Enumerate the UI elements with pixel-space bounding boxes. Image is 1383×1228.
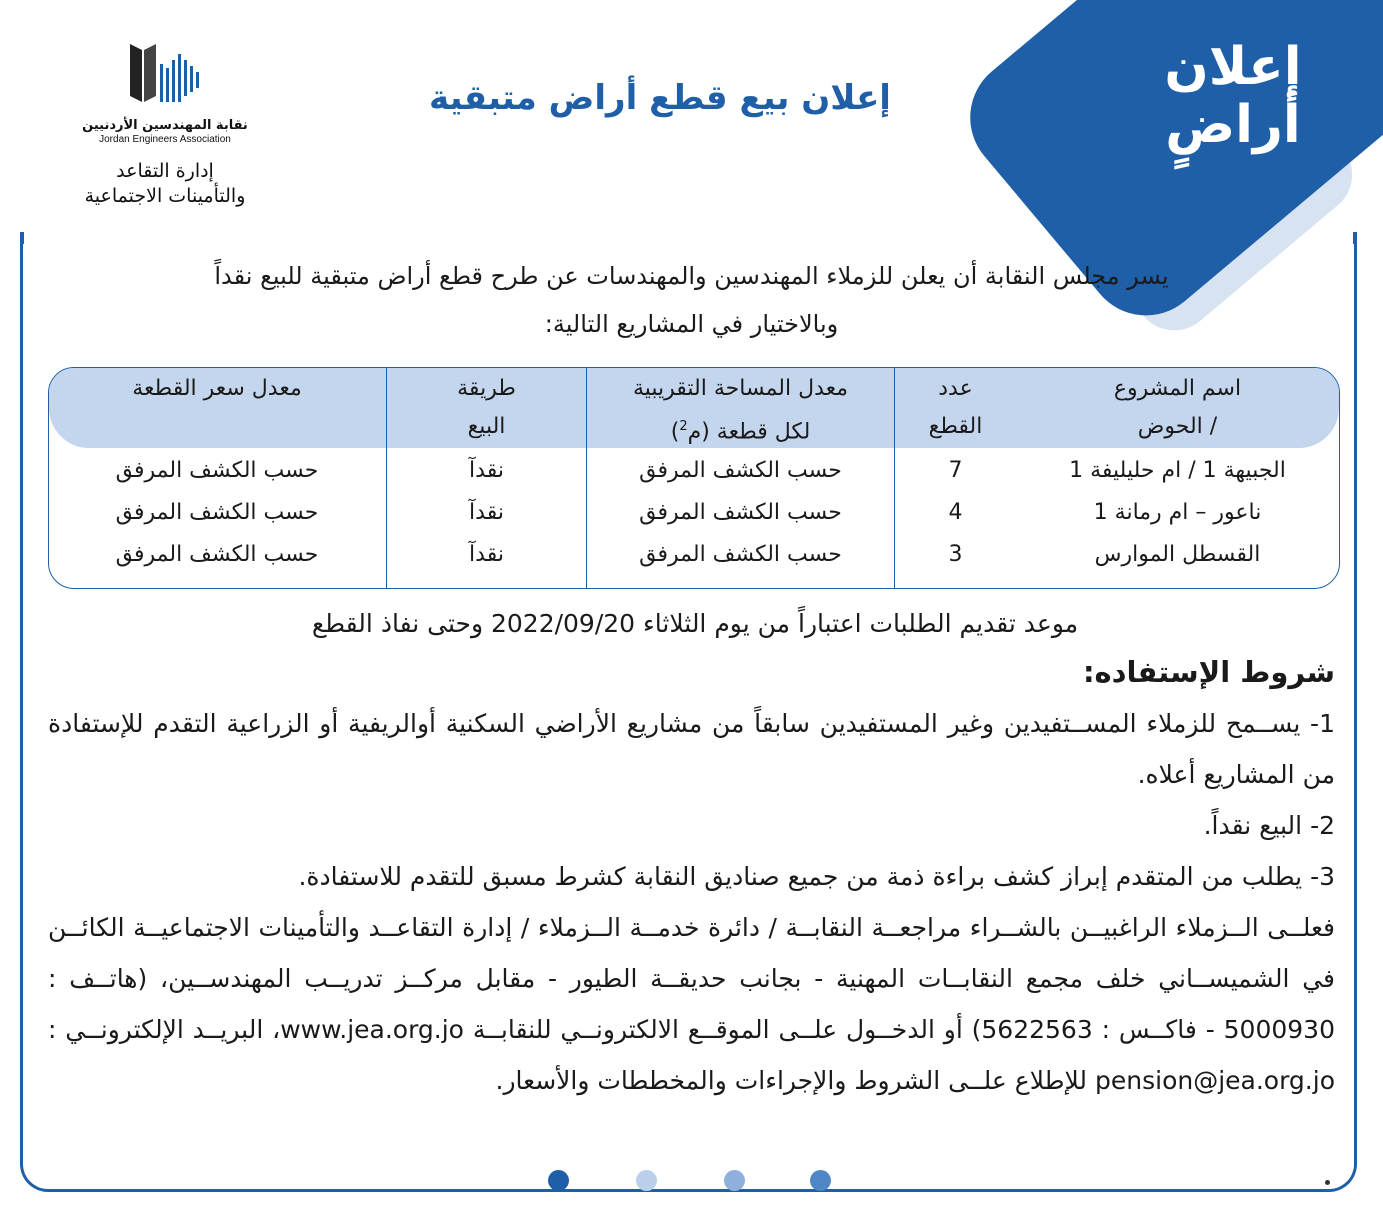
table-cell: حسب الكشف المرفق <box>115 458 319 483</box>
decorative-dots <box>548 1170 838 1192</box>
frame-corner-right <box>1353 232 1357 244</box>
header-area-line2 <box>587 408 894 451</box>
table-cell: الجبيهة 1 / ام حليليفة 1 <box>1069 458 1286 483</box>
header-project <box>1016 370 1339 446</box>
dot-icon <box>548 1170 569 1191</box>
header-area-close: ) <box>670 419 680 445</box>
header-method <box>387 370 586 446</box>
column-count <box>894 368 1016 588</box>
terms-title: شروط الإستفاده: <box>1082 655 1335 689</box>
table-cell: نقدآ <box>469 542 504 567</box>
header-area <box>587 370 894 451</box>
column-project <box>1016 368 1339 588</box>
department-line1: إدارة التقاعد <box>116 160 214 182</box>
header-method-line2: البيع <box>467 414 506 439</box>
intro-line2: وبالاختيار في المشاريع التالية: <box>544 310 839 338</box>
header-count-line1: عدد <box>938 376 973 401</box>
table-cell: نقدآ <box>469 500 504 525</box>
column-method <box>386 368 586 588</box>
association-logo-icon <box>120 40 210 112</box>
badge <box>1123 38 1343 154</box>
dot-icon <box>636 1170 657 1191</box>
header-project-line2: / الحوض <box>1137 414 1218 439</box>
department-name <box>60 159 270 209</box>
table-cell: حسب الكشف المرفق <box>639 542 842 567</box>
table-cell: 7 <box>948 458 963 483</box>
logo-name-ar: نقابة المهندسين الأردنيين <box>82 118 248 133</box>
table-cell: 3 <box>948 542 963 567</box>
badge-line2: أراضٍ <box>1165 95 1301 155</box>
term-item-1: 1- يســمح للزملاء المســتفيدين وغير المستفيدين سابقاً من مشاريع الأراضي السكنية أوالريفية أو الزراعية التقدم للإستفادة من المشاريع أعلاه. <box>48 709 1335 789</box>
table-cell: حسب الكشف المرفق <box>639 458 842 483</box>
header-area-unit-text: لكل قطعة (م <box>687 419 811 445</box>
table-cell: نقدآ <box>469 458 504 483</box>
dot-icon <box>724 1170 745 1191</box>
header-area-line1: معدل المساحة التقريبية <box>632 376 849 401</box>
table-cell: القسطل الموارس <box>1094 542 1261 567</box>
table-cell: حسب الكشف المرفق <box>115 500 319 525</box>
intro-line1: يسر مجلس النقابة أن يعلن للزملاء المهندسين والمهندسات عن طرح قطع أراض متبقية للبيع نقداً <box>214 262 1169 290</box>
projects-table <box>48 367 1340 589</box>
dot-icon <box>810 1170 831 1191</box>
terms-body <box>48 698 1335 1106</box>
header-area-superscript: 2 <box>679 419 688 434</box>
department-line2: والتأمينات الاجتماعية <box>84 185 246 207</box>
term-item-3: 3- يطلب من المتقدم إبراز كشف براءة ذمة من جميع صناديق النقابة كشرط مسبق للتقدم للاستفادة. <box>298 862 1335 891</box>
page-title: إعلان بيع قطع أراض متبقية <box>429 78 891 118</box>
column-price <box>48 368 386 588</box>
table-cell: ناعور – ام رمانة 1 <box>1093 500 1262 525</box>
header-project-line1: اسم المشروع <box>1113 376 1242 401</box>
intro-text <box>50 252 1333 348</box>
header-method-line1: طريقة <box>457 376 516 401</box>
association-logo-block <box>60 40 270 209</box>
small-dot-icon <box>1325 1180 1330 1185</box>
header-count-line2: القطع <box>928 414 983 439</box>
logo-name-en: Jordan Engineers Association <box>99 134 231 145</box>
deadline-text: موعد تقديم الطلبات اعتباراً من يوم الثلاثاء 2022/09/20 وحتى نفاذ القطع <box>311 609 1079 638</box>
table-cell: 4 <box>948 500 963 525</box>
column-area <box>586 368 894 588</box>
header-price <box>48 370 386 408</box>
table-cell: حسب الكشف المرفق <box>115 542 319 567</box>
header-count <box>895 370 1016 446</box>
table-cell: حسب الكشف المرفق <box>639 500 842 525</box>
header-price-line1: معدل سعر القطعة <box>132 376 302 401</box>
frame-corner-left <box>20 232 24 244</box>
term-item-2: 2- البيع نقداً. <box>1203 811 1335 840</box>
closing-paragraph: فعلــى الــزملاء الراغبيــن بالشــراء مراجعــة النقابــة / دائرة خدمــة الــزملاء / إدارة التقاعــد والتأمينات الاجتماعيــة الكائــن في الشميســاني خلف مجمع النقابــات المهنية - بجانب حديقــة الطيور - مقابل مركــز تدريــب المهندســين، (هاتــف : 5000930 - فاكــس : 5622563) أو الدخــول علــى الموقــع الالكترونــي للنقابــة www.jea.org.jo، البريــد الإلكترونــي : pension@jea.org.jo للإطلاع علــى الشروط والإجراءات والمخططات والأسعار. <box>48 913 1335 1095</box>
badge-line1: إعلان <box>1164 37 1302 97</box>
